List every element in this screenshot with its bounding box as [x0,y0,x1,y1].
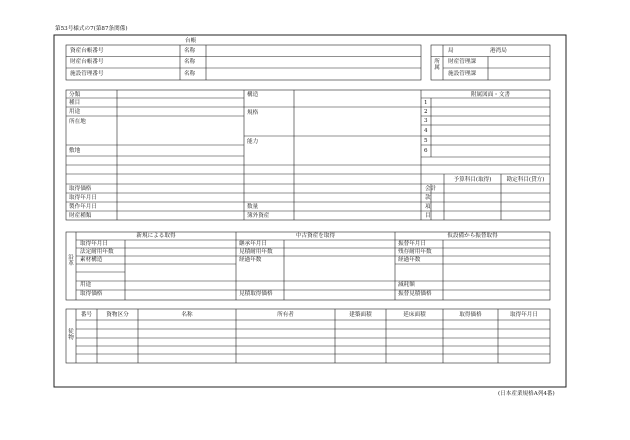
attach-row-5: 5 [424,138,428,144]
budget-hakkai: 勘定科目(貸方) [506,177,545,183]
ledger-title: 台帳 [185,38,197,44]
appendage-header-4: 所有者 [277,312,294,318]
history-new-title: 新規による取得 [136,233,176,239]
label-nouryoku: 能力 [247,139,259,145]
appendage-header-5: 建築面積 [349,312,372,318]
label-suuryou: 数量 [247,204,259,210]
budget-kan: 款 [425,195,431,201]
label-youto: 用途 [69,109,81,115]
history-temp-item-5: 振替見積価格 [398,291,432,297]
history-label: 沿革 [68,255,74,268]
appendage-header-3: 名称 [181,312,193,318]
budget-kaikei: 会計 [425,186,437,192]
label-seisaku-date: 製作年月日 [69,204,97,210]
history-used-item-3: 経過年数 [239,257,262,263]
label-chiban: 敷地 [69,148,81,154]
appendage-header-6: 延床面積 [403,312,426,318]
label-shozoku: 所属 [434,59,440,72]
budget-shutoku: 予算科目(取得) [453,177,492,183]
history-new-item-4: 用途 [80,282,92,288]
history-temp-title: 仮設備から振替取得 [447,233,498,239]
history-temp-item-4: 減耗額 [398,282,415,288]
attach-row-3: 3 [424,118,428,124]
history-new-item-3: 素材構造 [80,257,103,263]
history-used-title: 中古資産を取得 [295,233,336,239]
attach-row-1: 1 [424,100,428,106]
budget-moku: 目 [425,213,431,219]
history-temp-item-2: 残存耐用年数 [398,249,432,255]
label-name-3: 名称 [184,71,196,77]
attach-title: 附属図面・文書 [470,92,511,98]
label-bogai: 簿外資産 [247,213,270,219]
history-used-item-4: 見積取得価格 [239,291,273,297]
label-shisetsu-no: 施設管理番号 [70,71,104,77]
history-new-item-2: 法定耐用年数 [80,249,114,255]
attach-row-4: 4 [424,128,428,134]
label-kyoku: 局 [448,48,454,54]
appendage-header-8: 取得年月日 [510,312,538,318]
label-shisetsu-ka: 施設管理課 [448,71,476,77]
history-temp-item-1: 振替年月日 [398,241,426,247]
label-zaisan-shurui: 財産種類 [69,213,92,219]
history-new-item-1: 取得年月日 [80,241,108,247]
appendage-header-2: 資物区分 [106,312,129,318]
label-zaisan-ka: 財産管理課 [448,59,476,65]
label-shutoku-date: 取得年月日 [69,195,97,201]
appendage-header-1: 番号 [80,312,93,318]
value-kyoku: 港湾局 [490,48,507,54]
label-shutoku-kakaku: 取得価格 [69,186,92,192]
history-used-item-1: 継承年月日 [239,241,267,247]
label-name-1: 名称 [184,48,196,54]
attach-row-6: 6 [424,148,428,154]
label-name-2: 名称 [184,59,196,65]
attach-row-2: 2 [424,109,428,115]
appendage-header-7: 取得価格 [459,312,482,318]
label-shumoku: 種目 [69,100,81,106]
label-zaisan-no: 財産台帳番号 [70,59,104,65]
appendage-label: 従物 [68,329,74,342]
history-new-item-5: 取得価格 [80,291,103,297]
history-temp-item-3: 経過年数 [398,257,421,263]
label-bunrui: 分類 [69,92,81,98]
label-shisan-no: 資産台帳番号 [70,48,104,54]
budget-kou: 項 [425,204,431,210]
label-kikaku: 規格 [247,110,259,116]
label-kouzou: 構造 [247,92,259,98]
paper-standard: (日本産業規格A列4番) [498,391,555,397]
form-number: 第53号様式の7(第87条関係) [55,26,128,32]
history-used-item-2: 見積耐用年数 [239,249,273,255]
label-shozaichi: 所在地 [69,119,86,125]
